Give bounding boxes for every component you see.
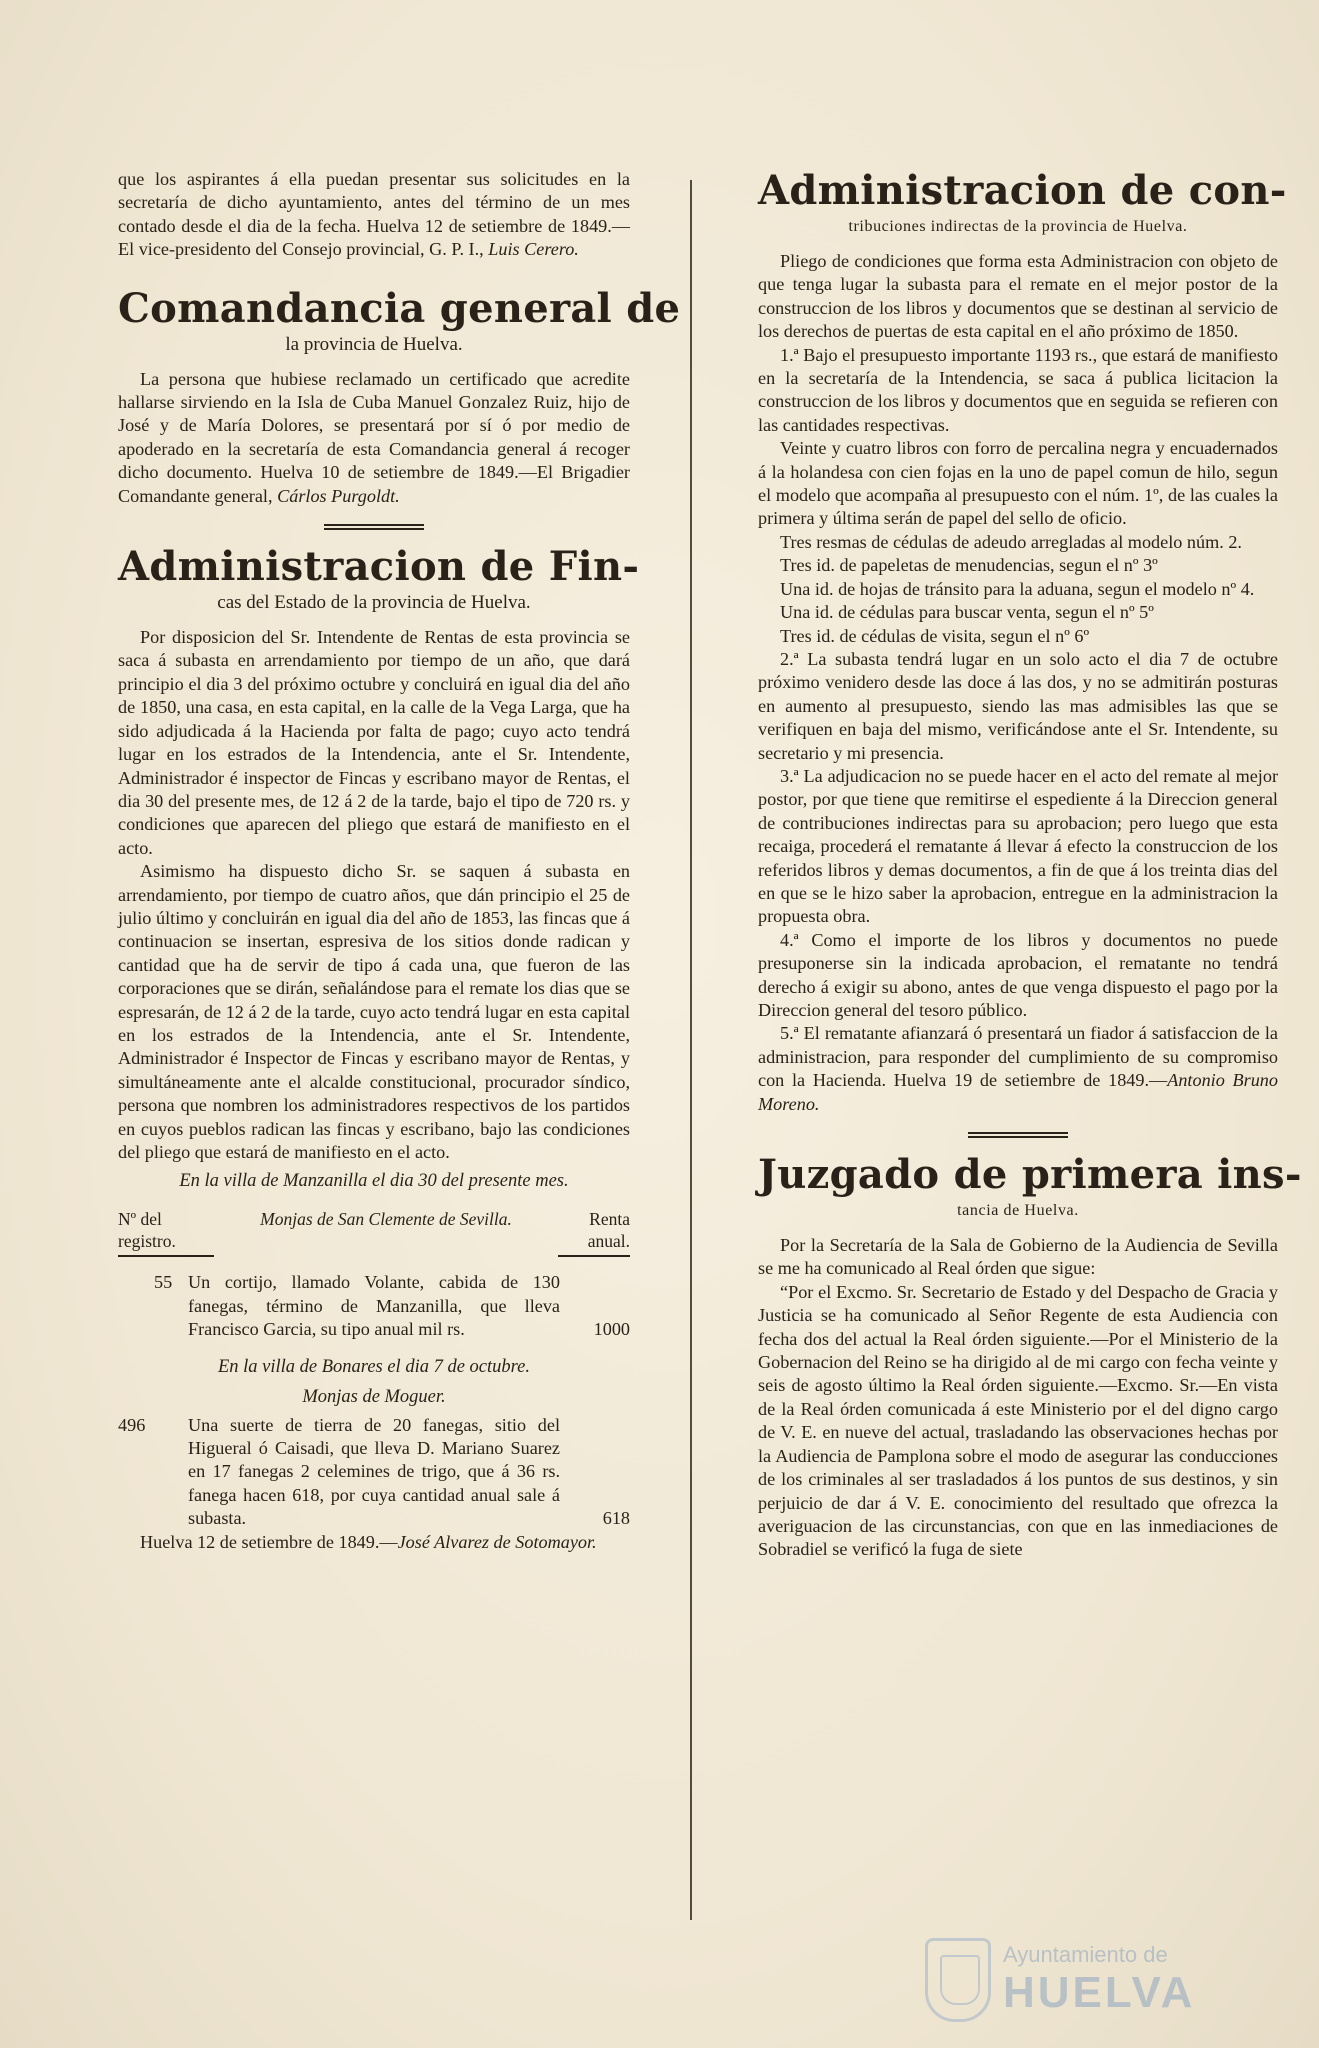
fincas-paragraph-1: Por disposicion del Sr. Intendente de Rentas de esta provincia se saca á subasta en arrendamiento por tiempo de un año, que dará principio el dia 3 del próximo octubre y concluirá en igual dia del año de 1850, una casa, en esta capital, en la calle de la Vega Larga, que ha sido adjudicada á la Hacienda por falta de pago; cuyo acto tendrá lugar en los estrados de la Intendencia, ante el Sr. Intendente, Administrador é inspector de Fincas y escribano mayor de Rentas, el dia 30 del presente mes, de 12 á 2 de la tarde, bajo el tipo de 720 rs. y condiciones que aparecen del pliego que estará de manifiesto en el acto. — [118, 627, 630, 858]
fincas-place-2: En la villa de Bonares el dia 7 de octubre. — [217, 1356, 531, 1377]
comandancia-subtitle: la provincia de Huelva. — [285, 333, 463, 355]
entry-amount: 618 — [602, 1508, 630, 1529]
intro-notice: que los aspirantes á ella puedan presentar sus solicitudes en la secretaría de dicho ayuntamiento, antes del término de un mes contado desde el dia de la fecha. Huelva 12 de setiembre de 1849.—El vice-presidento del Consejo provincial, G. P. I., Luis Cerero. — [118, 169, 630, 260]
fincas-group-2: Monjas de Moguer. — [302, 1386, 446, 1407]
left-column — [118, 168, 681, 1554]
contrib-p10: 3.ª La adjudicacion no se puede hacer en el acto del remate al mejor postor, por que tiene que remitirse el espediente á la Direccion general de contribuciones indirectas para su aprobacion; pero luego que esta recaiga, procederá el rematante á llevar á efecto la construccion de los referidos libros y demas documentos, a fin de que á los treinta dias del en que se le hizo saber la aprobacion, entregue en la administracion la propuesta obra. — [758, 765, 1278, 927]
contrib-p11: 4.ª Como el importe de los libros y documentos no puede presuponerse sin la indicada aprobacion, el rematante no tendrá derecho á exigir su abono, antes de que venga dispuesto el pago por la Direccion general del tesoro público. — [758, 929, 1278, 1020]
header-registro: Nº del registro. — [118, 1208, 214, 1261]
juzgado-p2: “Por el Excmo. Sr. Secretario de Estado y del Despacho de Gracia y Justicia se ha comunicado al Señor Regente de esta Audiencia con fecha dos del actual la Real órden siguiente.—Por el Ministerio de la Gobernacion del Reino se ha dirigido al de mi cargo con fecha veinte y seis de agosto último la Real órden siguiente.—Excmo. Sr.—En vista de la Real órden comunicada á este Ministerio por el del digno cargo de V. E. en nueve del actual, trasladando las observaciones hechas por la Audiencia de Pamplona sobre el modo de asegurar las conducciones de los criminales al ser trasladados á los puntos de sus destinos, y sin perjuicio de dar á V. E. conocimiento del resultado que ofrezca la averiguacion de las circunstancias, con que en las inmediaciones de Sobradiel se verificó la fuga de siete — [758, 1281, 1278, 1560]
contrib-p9: 2.ª La subasta tendrá lugar en un solo acto el dia 7 de octubre próximo venidero desde las doce á las dos, y no se admitirán posturas en aumento al presupuesto, siendo las mas admisibles las que se verifiquen en baja del mismo, verificándose ante el Sr. Intendente, su secretario y mi presencia. — [758, 648, 1278, 763]
comandancia-body: La persona que hubiese reclamado un certificado que acredite hallarse sirviendo en la Isla de Cuba Manuel Gonzalez Ruiz, hijo de José y de María Dolores, se presentará por sí ó por medio de apoderado en la secretaría de esta Comandancia general á recoger dicho documento. Huelva 10 de setiembre de 1849.—El Brigadier Comandante general, Cárlos Purgoldt. — [118, 368, 630, 506]
comandancia-title: Comandancia general de — [118, 284, 681, 332]
section-divider — [968, 1130, 1068, 1140]
entry-number: 55 — [154, 1272, 173, 1293]
column-divider — [690, 180, 692, 1920]
contrib-p7: Una id. de cédulas para buscar venta, segun el nº 5º — [780, 602, 1154, 623]
entry-text: Una suerte de tierra de 20 fanegas, sitio del Higueral ó Caisadi, que lleva D. Mariano Suarez en 17 fanegas 2 celemines de trigo, que á 36 rs. fanega hacen 618, por cuya cantidad anual sale á subasta. — [188, 1414, 560, 1529]
ayuntamiento-watermark — [925, 1930, 1265, 2030]
contrib-p6: Una id. de hojas de tránsito para la aduana, segun el modelo nº 4. — [780, 578, 1255, 599]
contrib-p4: Tres resmas de cédulas de adeudo arregladas al modelo núm. 2. — [780, 531, 1242, 552]
entry-number: 496 — [118, 1414, 146, 1435]
fincas-paragraph-2: Asimismo ha dispuesto dicho Sr. se saquen á subasta en arrendamiento, por tiempo de cuatro años, que dán principio el 25 de julio último y concluirán en igual dia del año de 1853, las fincas que á continuacion se insertan, espresiva de los sitios donde radican y cantidad que ha de servir de tipo á cada una, que fueron de las corporaciones que se dirán, señalándose para el remate los dias que se espresarán, de 12 á 2 de la tarde, cuyo acto tendrá lugar en esta capital en los estrados de la Intendencia, ante el Sr. Intendente, Administrador é Inspector de Fincas y escribano mayor de Rentas, y simultáneamente ante el alcalde constitucional, procurador síndico, persona que nombren los administradores respectivos de los partidos en cuyos pueblos radican las fincas y escribano, bajo las condiciones del pliego que estará de manifiesto en el acto. — [118, 861, 630, 1162]
section-divider — [324, 522, 424, 532]
fincas-subtitle: cas del Estado de la provincia de Huelva. — [217, 592, 531, 614]
right-column — [758, 167, 1302, 1562]
fincas-closing: Huelva 12 de setiembre de 1849.—José Alvarez de Sotomayor. — [140, 1531, 597, 1552]
fincas-title: Administracion de Fin- — [118, 543, 640, 591]
entry-amount: 1000 — [593, 1319, 630, 1340]
header-monjas: Monjas de San Clemente de Sevilla. — [260, 1209, 512, 1230]
shield-icon — [925, 1938, 991, 2022]
contrib-title: Administracion de con- — [758, 167, 1287, 214]
fincas-table-header — [118, 1208, 630, 1261]
contrib-p1: Pliego de condiciones que forma esta Administracion con objeto de que tenga lugar la subasta para el remate en el mejor postor de la construccion de los libros y documentos que se destinan al servicio de los derechos de puertas de esta capital en el año próximo de 1850. — [758, 251, 1278, 342]
contrib-p3: Veinte y cuatro libros con forro de percalina negra y encuadernados á la holandesa con cien fojas en la uno de papel comun de hilo, segun el modelo que acompaña al presupuesto con el núm. 1º, de las cuales la primera y última serán de papel del sello de oficio. — [758, 438, 1278, 529]
entry-text: Un cortijo, llamado Volante, cabida de 130 fanegas, término de Manzanilla, que lleva Francisco Garcia, su tipo anual mil rs. — [188, 1272, 560, 1340]
fincas-place-1: En la villa de Manzanilla el dia 30 del presente mes. — [179, 1171, 569, 1192]
header-renta: Renta anual. — [558, 1208, 630, 1261]
juzgado-title: Juzgado de primera ins- — [758, 1151, 1302, 1199]
fincas-entry-496 — [118, 1414, 630, 1531]
juzgado-subtitle: tancia de Huelva. — [957, 1202, 1079, 1220]
contrib-p12: 5.ª El rematante afianzará ó presentará un fiador á satisfaccion de la administracion, para responder del cumplimiento de su compromiso con la Hacienda. Huelva 19 de setiembre de 1849.—Antonio Bruno Moreno. — [758, 1023, 1278, 1114]
contrib-p5: Tres id. de papeletas de menudencias, segun el nº 3º — [780, 555, 1158, 576]
fincas-entry-55 — [118, 1271, 630, 1341]
contrib-p8: Tres id. de cédulas de visita, segun el nº 6º — [780, 625, 1090, 646]
contrib-p2: 1.ª Bajo el presupuesto importante 1193 rs., que estará de manifiesto en la secretaría de la Intendencia, se saca á publica licitacion la construccion de los libros y documentos que en seguida se refieren con las cantidades respectivas. — [758, 344, 1278, 435]
watermark-text: Ayuntamiento de HUELVA — [1003, 1942, 1196, 2017]
contrib-subtitle: tribuciones indirectas de la provincia de Huelva. — [848, 218, 1188, 235]
juzgado-p1: Por la Secretaría de la Sala de Gobierno de la Audiencia de Sevilla se me ha comunicado al Real órden que sigue: — [758, 1235, 1278, 1279]
